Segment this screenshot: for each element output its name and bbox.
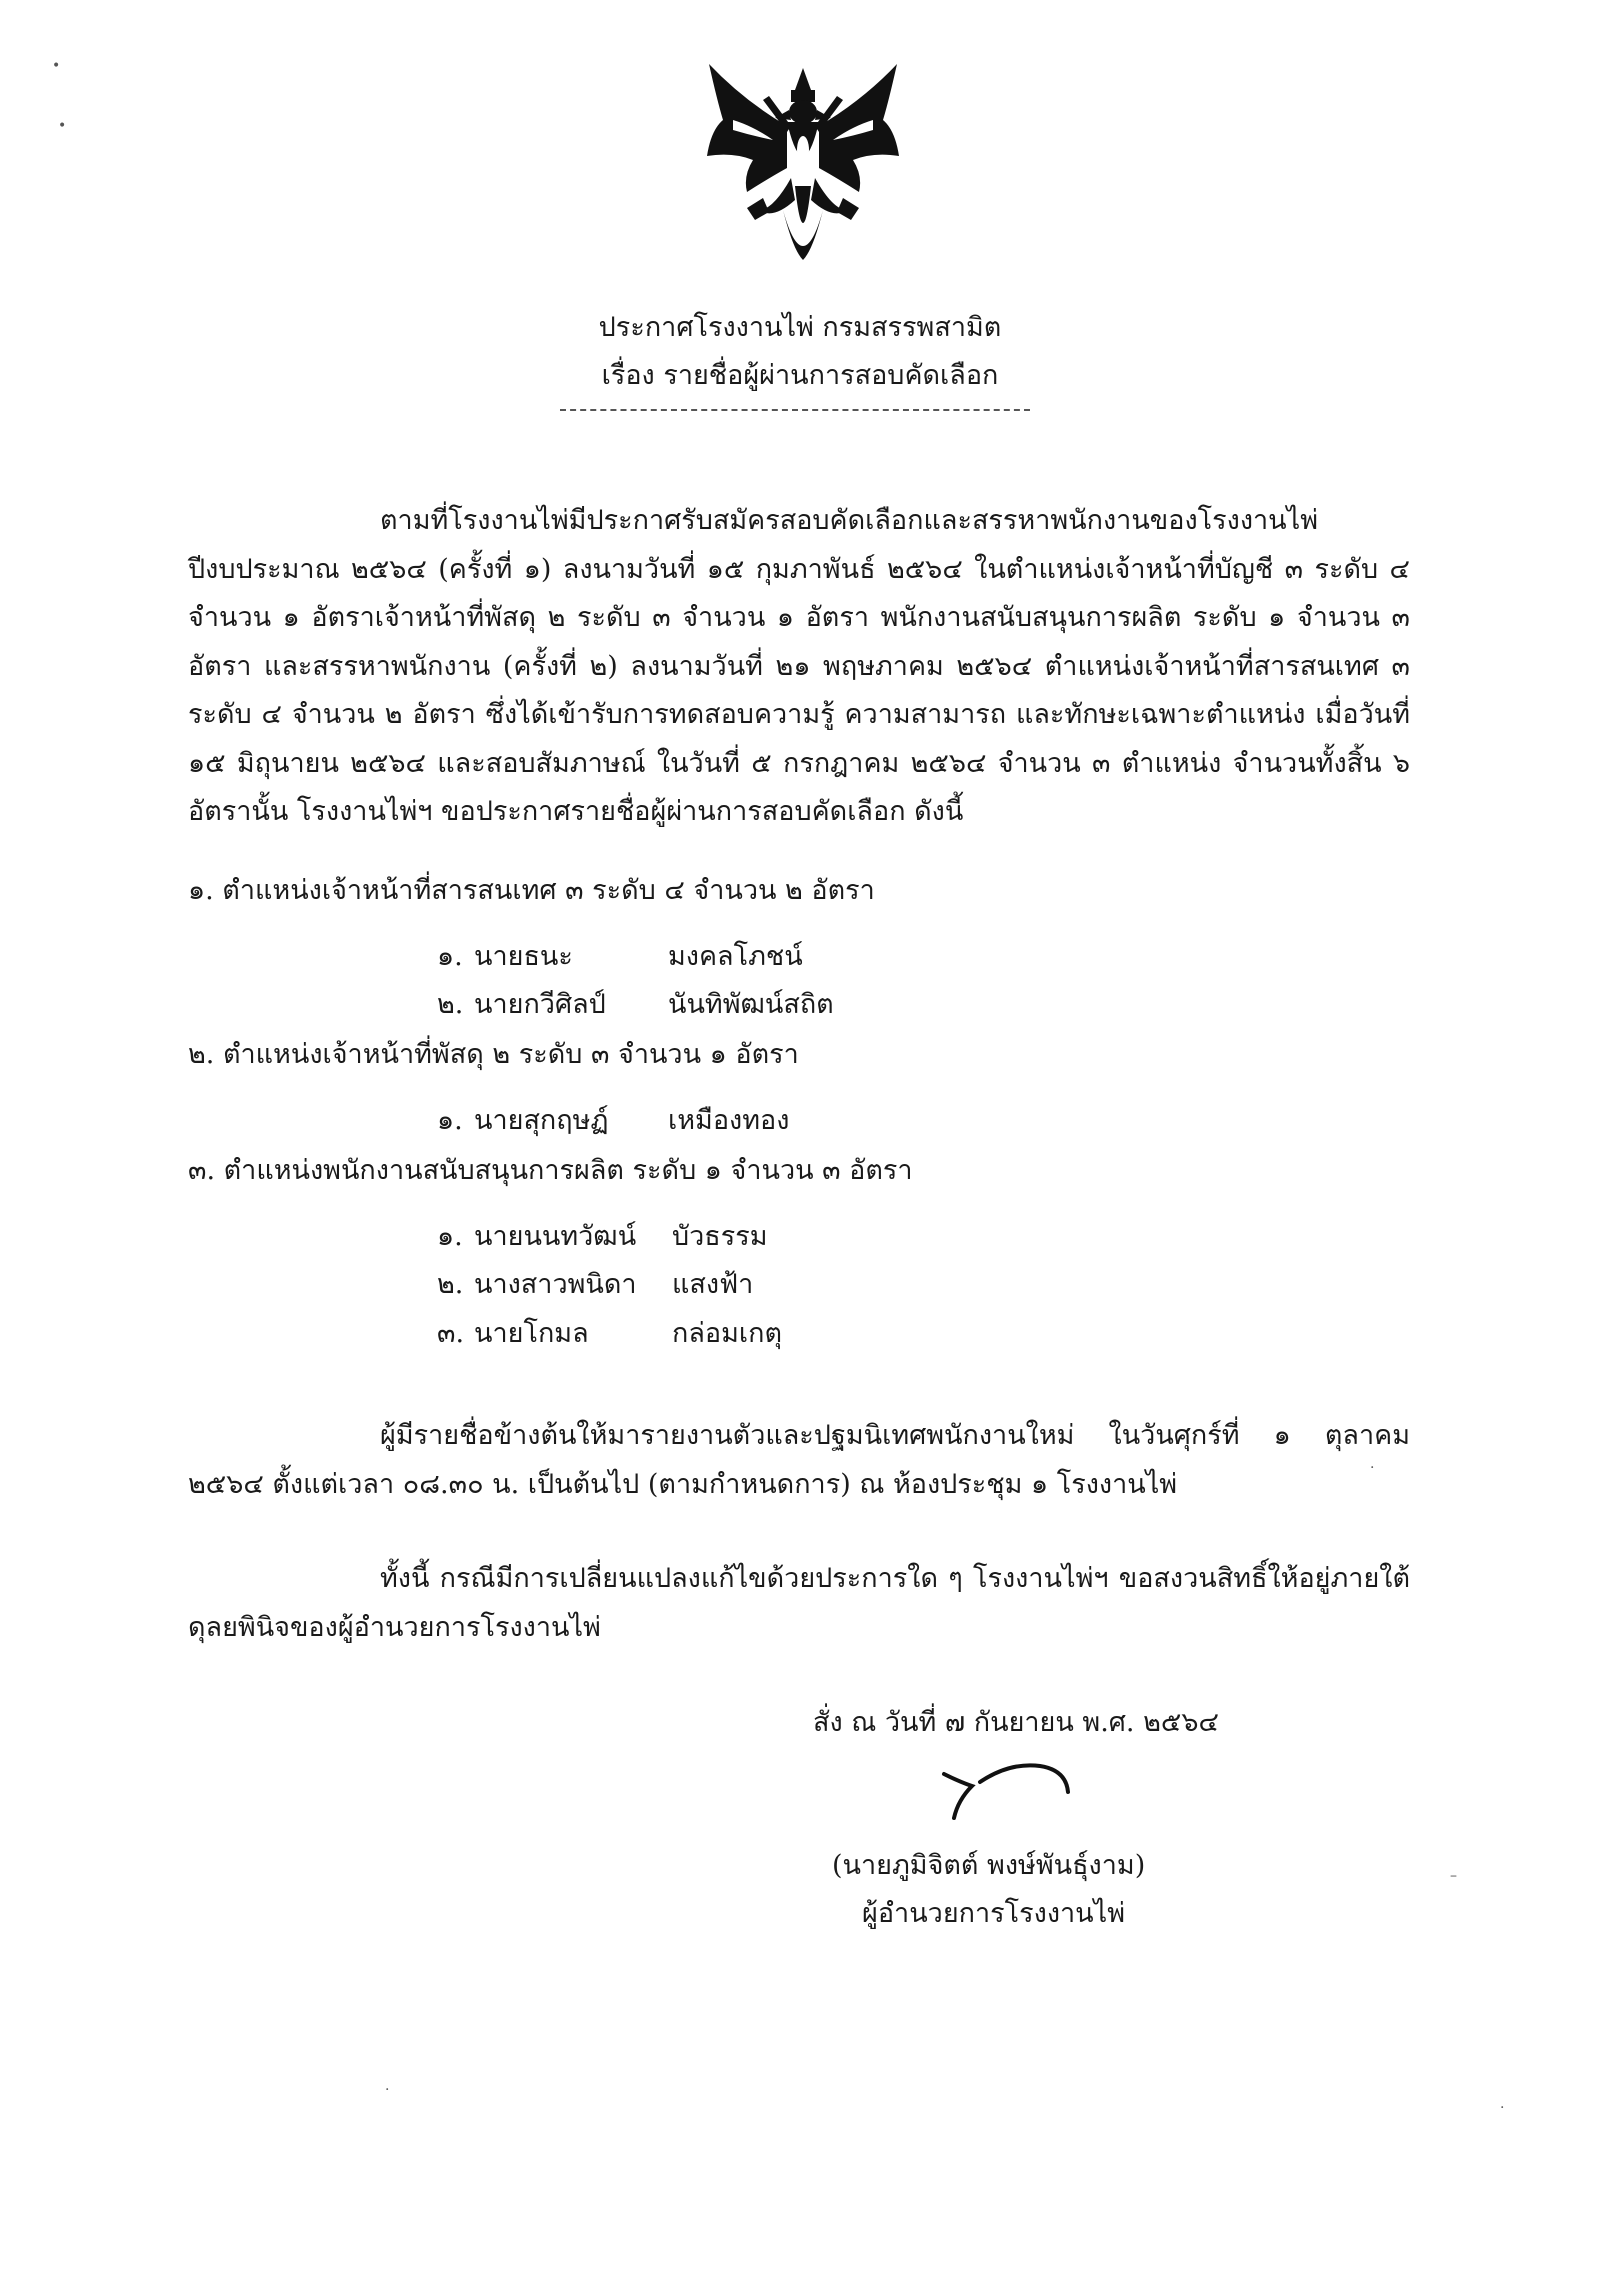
report-text: ผู้มีรายชื่อข้างต้นให้มารายงานตัวและปฐมนิเทศพนักงานใหม่ ในวันศุกร์ที่ ๑ ตุลาคม ๒๕๖๔ ตั้งแต่เวลา ๐๘.๓๐ น. เป็นต้นไป (ตามกำหนดการ) ณ ห้องประชุม ๑ โรงงานไพ่	[188, 1420, 1410, 1500]
reserve-paragraph	[188, 1555, 1410, 1652]
document-subject: เรื่อง รายชื่อผู้ผ่านการสอบคัดเลือก	[601, 360, 999, 391]
intro-paragraph	[188, 497, 1410, 837]
person-first-name: นายสุกฤษฏ์	[474, 1105, 609, 1136]
person-number: ๑.	[437, 1221, 463, 1252]
report-paragraph	[188, 1412, 1410, 1509]
person-last-name: กล่อมเกตุ	[672, 1318, 783, 1349]
person-last-name: นันทิพัฒน์สถิต	[668, 989, 834, 1020]
reserve-text: ทั้งนี้ กรณีมีการเปลี่ยนแปลงแก้ไขด้วยประการใด ๆ โรงงานไพ่ฯ ขอสงวนสิทธิ์ให้อยู่ภายใต้ดุลยพินิจของผู้อำนวยการโรงงานไพ่	[188, 1563, 1410, 1643]
scan-speck: ·	[385, 2082, 390, 2098]
signer-name: (นายภูมิจิตต์ พงษ์พันธุ์งาม)	[832, 1850, 1146, 1881]
person-first-name: นายธนะ	[474, 941, 573, 972]
title-divider	[560, 409, 1030, 411]
person-number: ๑.	[437, 941, 463, 972]
signing-date: สั่ง ณ วันที่ ๗ กันยายน พ.ศ. ๒๕๖๔	[813, 1707, 1219, 1738]
garuda-emblem	[703, 60, 903, 282]
person-last-name: เหมืองทอง	[668, 1105, 790, 1136]
person-first-name: นางสาวพนิดา	[474, 1269, 637, 1300]
document-title: ประกาศโรงงานไพ่ กรมสรรพสามิต	[598, 312, 1002, 343]
person-number: ๓.	[437, 1318, 465, 1349]
scan-speck: ·	[1370, 1460, 1375, 1476]
intro-text: ตามที่โรงงานไพ่มีประกาศรับสมัครสอบคัดเลือกและสรรหาพนักงานของโรงงานไพ่ ปีงบประมาณ ๒๕๖๔ (ครั้งที่ ๑) ลงนามวันที่ ๑๕ กุมภาพันธ์ ๒๕๖๔ ในตำแหน่งเจ้าหน้าที่บัญชี ๓ ระดับ ๔ จำนวน ๑ อัตราเจ้าหน้าที่พัสดุ ๒ ระดับ ๓ จำนวน ๑ อัตรา พนักงานสนับสนุนการผลิต ระดับ ๑ จำนวน ๓ อัตรา และสรรหาพนักงาน (ครั้งที่ ๒) ลงนามวันที่ ๒๑ พฤษภาคม ๒๕๖๔ ตำแหน่งเจ้าหน้าที่สารสนเทศ ๓ ระดับ ๔ จำนวน ๒ อัตรา ซึ่งได้เข้ารับการทดสอบความรู้ ความสามารถ และทักษะเฉพาะตำแหน่ง เมื่อวันที่ ๑๕ มิถุนายน ๒๕๖๔ และสอบสัมภาษณ์ ในวันที่ ๕ กรกฎาคม ๒๕๖๔ จำนวน ๓ ตำแหน่ง จำนวนทั้งสิ้น ๖ อัตรานั้น โรงงานไพ่ฯ ขอประกาศรายชื่อผู้ผ่านการสอบคัดเลือก ดังนี้	[188, 505, 1410, 827]
scan-speck: •	[58, 118, 67, 134]
person-first-name: นายนนทวัฒน์	[474, 1221, 637, 1252]
person-first-name: นายโกมล	[474, 1318, 589, 1349]
signature	[940, 1752, 1075, 1822]
section-heading: ๓. ตำแหน่งพนักงานสนับสนุนการผลิต ระดับ ๑ จำนวน ๓ อัตรา	[188, 1155, 913, 1186]
signer-title: ผู้อำนวยการโรงงานไพ่	[862, 1898, 1126, 1929]
scan-speck: –	[1450, 1868, 1457, 1884]
person-last-name: มงคลโภชน์	[668, 941, 803, 972]
scan-speck: •	[52, 58, 61, 74]
person-number: ๒.	[437, 989, 464, 1020]
person-first-name: นายกวีศิลป์	[474, 989, 606, 1020]
scan-speck: ·	[1500, 2100, 1505, 2116]
person-number: ๒.	[437, 1269, 464, 1300]
person-number: ๑.	[437, 1105, 463, 1136]
section-heading: ๑. ตำแหน่งเจ้าหน้าที่สารสนเทศ ๓ ระดับ ๔ จำนวน ๒ อัตรา	[188, 875, 875, 906]
section-heading: ๒. ตำแหน่งเจ้าหน้าที่พัสดุ ๒ ระดับ ๓ จำนวน ๑ อัตรา	[188, 1039, 799, 1070]
person-last-name: แสงฟ้า	[672, 1269, 754, 1300]
person-last-name: บัวธรรม	[672, 1221, 768, 1252]
